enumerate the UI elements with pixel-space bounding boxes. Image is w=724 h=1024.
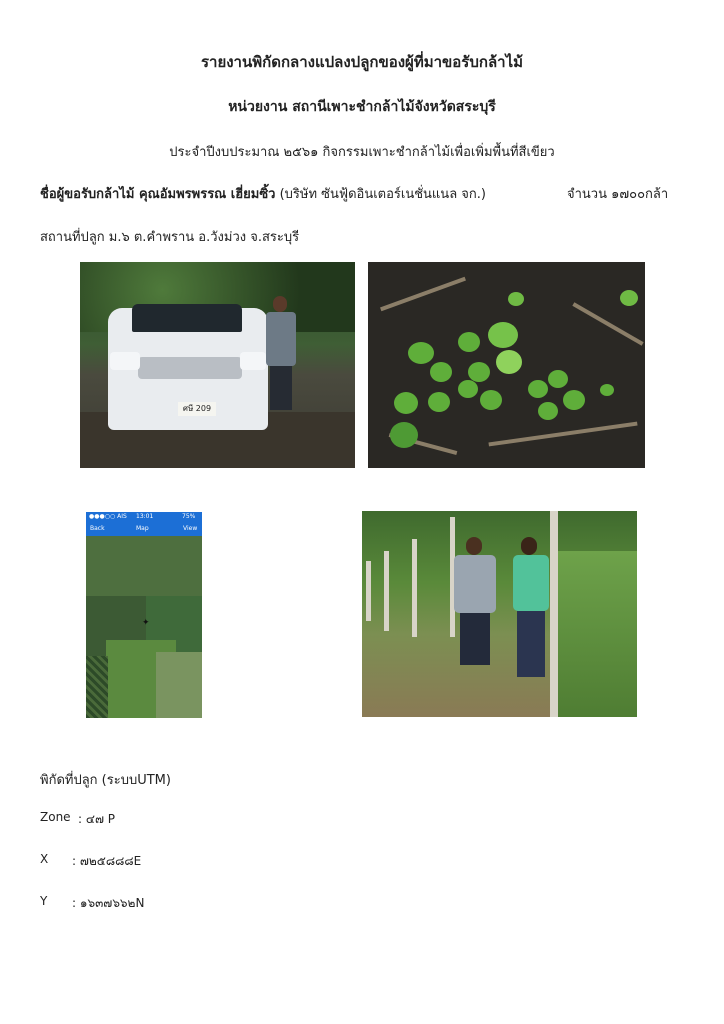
man-body [454,555,496,613]
requester-company: (บริษัท ซันฟู้ดอินเตอร์เนชั่นแนล จก.) [275,187,486,202]
person-head [273,296,287,312]
man-legs [460,613,490,665]
status-battery: 75% [182,513,196,520]
person-body [266,312,296,366]
truck-headlight-left [110,352,140,370]
leaf [468,362,490,382]
y-label: Y [40,894,48,908]
x-value: : ๗๒๕๘๘๘E [72,854,142,868]
nav-view-button: View [183,525,198,532]
leaf [390,422,418,448]
report-title: รายงานพิกัดกลางแปลงปลูกของผู้ที่มาขอรับกล้าไม้ [200,53,524,71]
requester-name: คุณอัมพรพรรณ เฮี่ยมซิ้ว [138,187,276,202]
coordinates-heading: พิกัดที่ปลูก (ระบบUTM) [40,773,171,788]
leaf [538,402,558,420]
map-orchard [86,656,108,718]
status-time: 13:01 [136,513,154,520]
twig [488,422,637,447]
leaf [563,390,585,410]
truck-windshield [132,304,242,332]
woman-legs [517,611,545,677]
x-label: X [40,852,49,866]
seedling-amount: จำนวน ๑๗๐๐กล้า [567,187,669,202]
fence-post [412,539,417,637]
status-carrier: ●●●○○ AIS [89,513,127,520]
leaf [458,380,478,398]
requester-line [40,183,486,204]
leaf [430,362,452,382]
leaf [394,392,418,414]
leaf [488,322,518,348]
photo-two-people-at-planting-site [362,511,637,717]
photo-seedlings [368,262,645,468]
y-value: : ๑๖๓๗๖๖๒N [72,896,145,910]
truck-grille [138,357,242,379]
fence-post [366,561,371,621]
leaf [496,350,522,374]
leaf [620,290,638,306]
leaf [480,390,502,410]
tall-grass [557,551,637,717]
twig [380,277,466,312]
twig [572,302,643,345]
leaf [458,332,480,352]
photo-phone-map-screenshot [86,512,202,718]
man-head [466,537,482,555]
map-field [86,536,202,596]
nav-title: Map [136,525,149,532]
leaf [548,370,568,388]
location-pin-icon: ✦ [142,618,150,628]
requester-prefix: ชื่อผู้ขอรับกล้าไม้ [40,187,139,202]
phone-nav-bar [86,522,202,536]
agency-line: หน่วยงาน สถานีเพาะชำกล้าไม้จังหวัดสระบุรี [228,99,496,115]
nav-back-button: Back [90,525,105,532]
license-plate: ศษี 209 [178,402,216,416]
leaf [508,292,524,306]
photo-truck-with-person [80,262,355,468]
leaf [408,342,434,364]
leaf [528,380,548,398]
fence-post [384,551,389,631]
zone-value: : ๔๗ P [78,812,116,826]
phone-status-bar [86,512,202,522]
leaf [600,384,614,396]
planting-location: สถานที่ปลูก ม.๖ ต.คำพราน อ.วังม่วง จ.สระบุรี [40,230,300,245]
truck-headlight-right [240,352,266,370]
woman-body [513,555,549,611]
woman-head [521,537,537,555]
budget-line: ประจำปีงบประมาณ ๒๕๖๑ กิจกรรมเพาะชำกล้าไม้เพื่อเพิ่มพื้นที่สีเขียว [169,145,555,160]
fence-post [550,511,558,717]
leaf [428,392,450,412]
map-field [156,652,202,718]
person-legs [270,366,292,410]
zone-label: Zone [40,810,71,824]
